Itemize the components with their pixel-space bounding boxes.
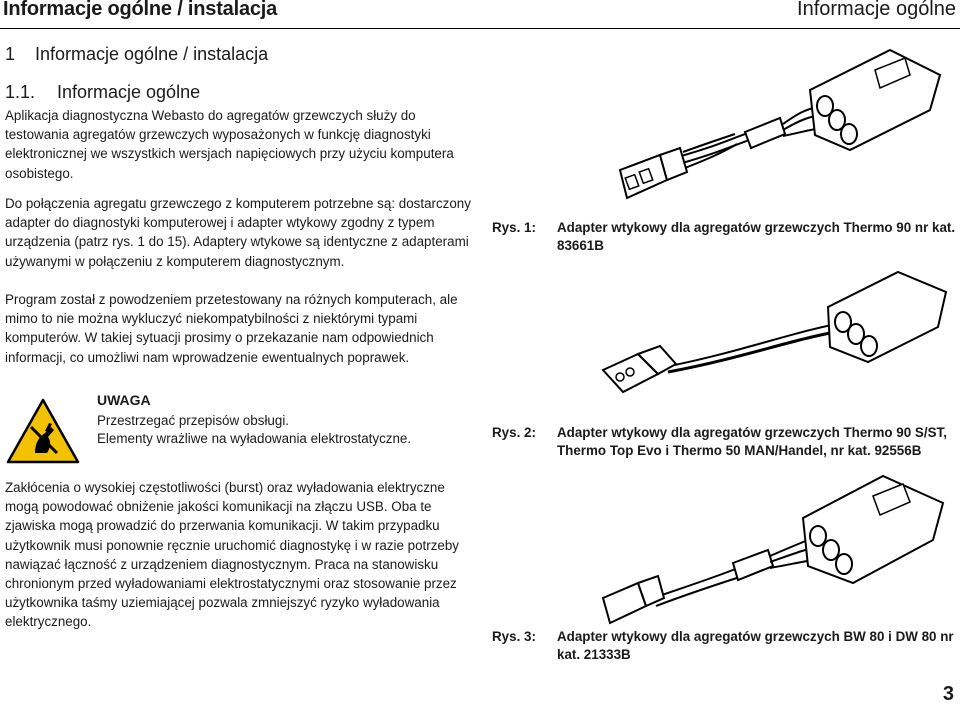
esd-warning-icon xyxy=(5,397,81,465)
header-left-title: Informacje ogólne / instalacja xyxy=(3,0,278,20)
adapter-figure-3 xyxy=(598,468,948,628)
figure-1-caption: Adapter wtykowy dla agregatów grzewczych Thermo 90 nr kat. 83661B xyxy=(557,220,956,253)
adapter-figure-1 xyxy=(605,40,945,210)
section-title: Informacje ogólne / instalacja xyxy=(35,44,269,64)
figure-3-label: Rys. 3: xyxy=(492,629,536,644)
paragraph-connection: Do połączenia agregatu grzewczego z komputerem potrzebne są: dostarczony adapter do diagnostyki komputerowej i adapter wtykowy zgodny z typem urządzenia (patrz rys. 1 do 15). Adaptery wtykowe są identyczne z adapterami używanymi w połączeniu z komputerem diagnostycznym. xyxy=(5,196,471,269)
warning-title: UWAGA xyxy=(97,392,151,408)
header-right-title: Informacje ogólne xyxy=(797,0,956,20)
figure-2-label: Rys. 2: xyxy=(492,425,536,440)
section-number: 1.1. xyxy=(5,82,36,102)
adapter-figure-2 xyxy=(598,262,948,412)
warning-line-1: Przestrzegać przepisów obsługi. xyxy=(97,413,290,428)
paragraph-compatibility: Program został z powodzeniem przetestowany na różnych komputerach, ale mimo to nie można wykluczyć niekompatybilności z niektórymi typami komputerów. W takiej sytuacji prosimy o przekazanie nam odpowiednich informacji, co umożliwi nam wprowadzenie ewentualnych poprawek. xyxy=(5,292,458,365)
section-heading-1-1 xyxy=(5,82,200,103)
figure-1-label: Rys. 1: xyxy=(492,220,536,235)
paragraph-interference: Zakłócenia o wysokiej częstotliwości (burst) oraz wyładowania elektryczne mogą powodować obniżenie jakości komunikacji na złączu USB. Oba te zjawiska mogą prowadzić do przerwania komunikacji. W takim przypadku użytkownik musi ponownie ręcznie uruchomić diagnostykę i w razie potrzeby nawiązać łączność z urządzeniem diagnostycznym. Praca na stanowisku chronionym przed wyładowaniami elektrostatycznymi oraz stosowanie przez użytkownika taśmy uziemiającej pozwala zmniejszyć ryzyko wyładowania elektrycznego. xyxy=(5,480,460,630)
paragraph-intro: Aplikacja diagnostyczna Webasto do agregatów grzewczych służy do testowania agregatów grzewczych wyposażonych w funkcję diagnostyki elektronicznej we wszystkich wersjach napięciowych przy użyciu komputera osobistego. xyxy=(5,108,454,181)
warning-line-2: Elementy wrażliwe na wyładowania elektrostatyczne. xyxy=(97,431,412,446)
section-number: 1 xyxy=(5,44,16,64)
figure-2-caption: Adapter wtykowy dla agregatów grzewczych Thermo 90 S/ST, Thermo Top Evo i Thermo 50 MAN/Handel, nr kat. 92556B xyxy=(557,425,947,458)
figure-3-caption: Adapter wtykowy dla agregatów grzewczych BW 80 i DW 80 nr kat. 21333B xyxy=(557,629,954,662)
section-heading-1 xyxy=(5,44,268,65)
section-title: Informacje ogólne xyxy=(57,82,201,102)
header-divider xyxy=(0,28,960,29)
page-number: 3 xyxy=(942,683,954,705)
